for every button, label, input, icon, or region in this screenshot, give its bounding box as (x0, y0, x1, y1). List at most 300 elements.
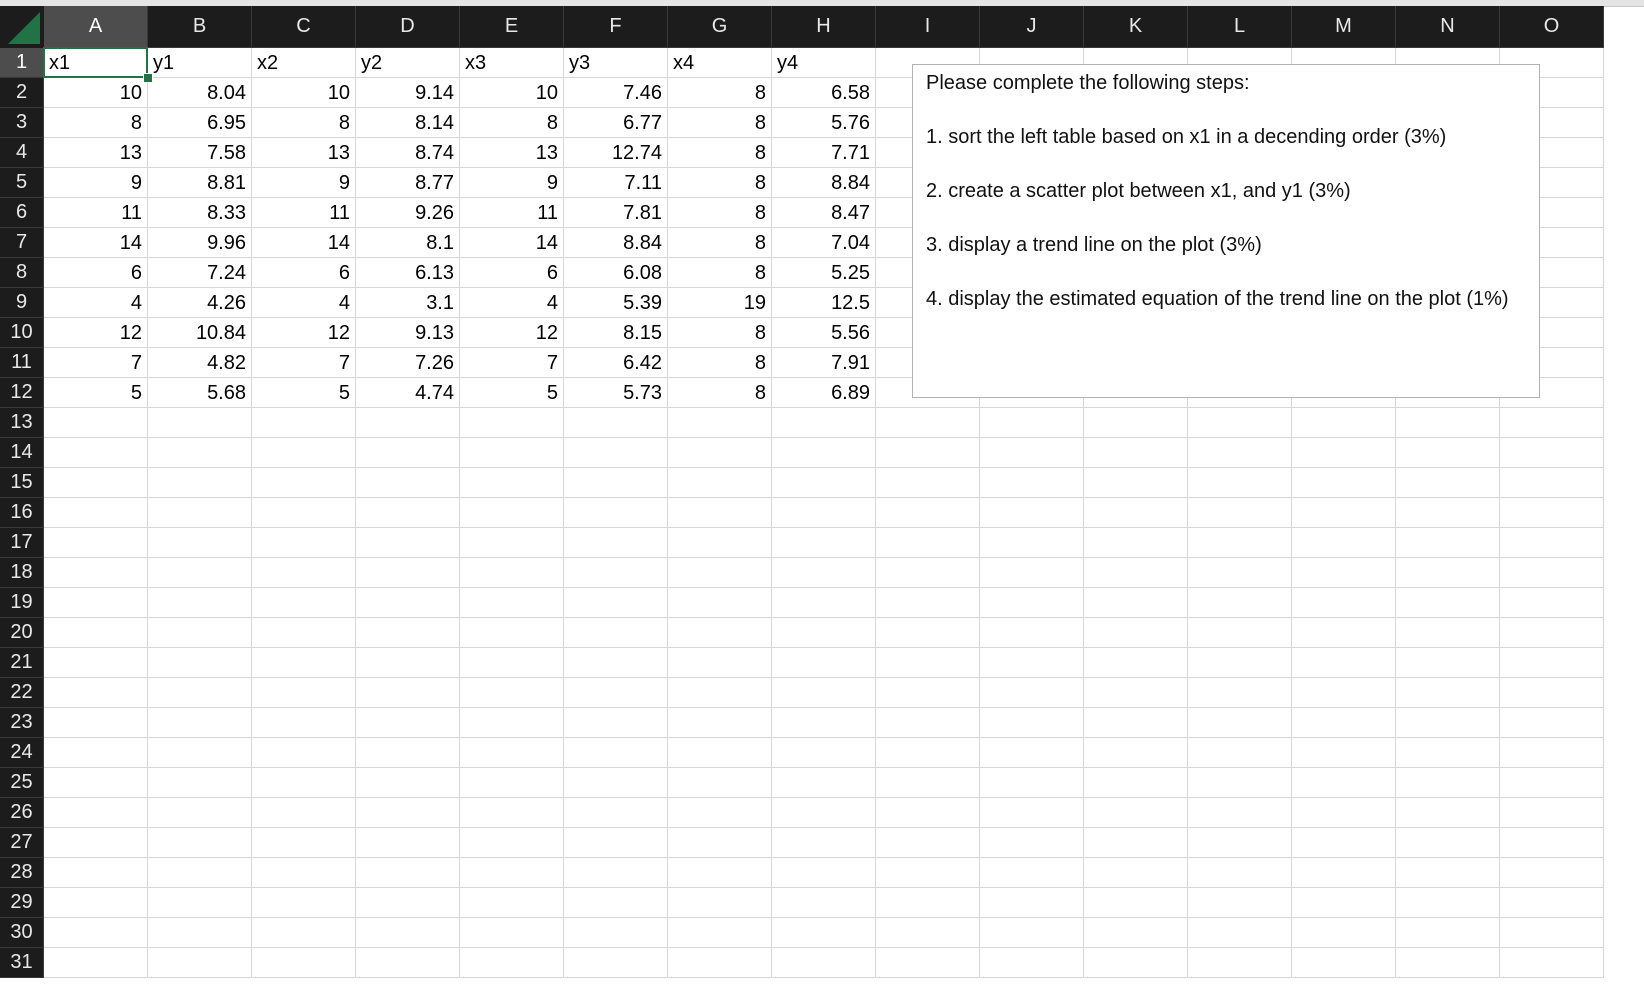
cell-n22[interactable] (1396, 678, 1500, 708)
cell-h27[interactable] (772, 828, 876, 858)
cell-e30[interactable] (460, 918, 564, 948)
cell-o25[interactable] (1500, 768, 1604, 798)
cell-c19[interactable] (252, 588, 356, 618)
cell-a28[interactable] (44, 858, 148, 888)
row-header-11[interactable]: 11 (0, 348, 44, 378)
cell-o20[interactable] (1500, 618, 1604, 648)
cell-o28[interactable] (1500, 858, 1604, 888)
cell-c25[interactable] (252, 768, 356, 798)
cell-k15[interactable] (1084, 468, 1188, 498)
cell-c1[interactable]: x2 (252, 48, 356, 78)
cell-c3[interactable]: 8 (252, 108, 356, 138)
cell-k17[interactable] (1084, 528, 1188, 558)
cell-c17[interactable] (252, 528, 356, 558)
cell-g25[interactable] (668, 768, 772, 798)
cell-d9[interactable]: 3.1 (356, 288, 460, 318)
cell-g20[interactable] (668, 618, 772, 648)
cell-a29[interactable] (44, 888, 148, 918)
cell-a7[interactable]: 14 (44, 228, 148, 258)
cell-a14[interactable] (44, 438, 148, 468)
cell-g23[interactable] (668, 708, 772, 738)
cell-i19[interactable] (876, 588, 980, 618)
cell-d7[interactable]: 8.1 (356, 228, 460, 258)
cell-e6[interactable]: 11 (460, 198, 564, 228)
cell-l16[interactable] (1188, 498, 1292, 528)
cell-d15[interactable] (356, 468, 460, 498)
cell-o21[interactable] (1500, 648, 1604, 678)
cell-b11[interactable]: 4.82 (148, 348, 252, 378)
cell-j26[interactable] (980, 798, 1084, 828)
cell-c10[interactable]: 12 (252, 318, 356, 348)
cell-g14[interactable] (668, 438, 772, 468)
cell-l25[interactable] (1188, 768, 1292, 798)
cell-g1[interactable]: x4 (668, 48, 772, 78)
cell-n27[interactable] (1396, 828, 1500, 858)
cell-d31[interactable] (356, 948, 460, 978)
cell-b31[interactable] (148, 948, 252, 978)
cell-e27[interactable] (460, 828, 564, 858)
cell-g18[interactable] (668, 558, 772, 588)
cell-e26[interactable] (460, 798, 564, 828)
row-header-26[interactable]: 26 (0, 798, 44, 828)
cell-o13[interactable] (1500, 408, 1604, 438)
cell-n17[interactable] (1396, 528, 1500, 558)
cell-b18[interactable] (148, 558, 252, 588)
cell-l29[interactable] (1188, 888, 1292, 918)
cell-j28[interactable] (980, 858, 1084, 888)
cell-e4[interactable]: 13 (460, 138, 564, 168)
row-header-16[interactable]: 16 (0, 498, 44, 528)
cell-c31[interactable] (252, 948, 356, 978)
cell-g2[interactable]: 8 (668, 78, 772, 108)
cell-n16[interactable] (1396, 498, 1500, 528)
cell-h18[interactable] (772, 558, 876, 588)
cell-f6[interactable]: 7.81 (564, 198, 668, 228)
cell-a5[interactable]: 9 (44, 168, 148, 198)
column-header-k[interactable]: K (1084, 6, 1188, 48)
cell-b2[interactable]: 8.04 (148, 78, 252, 108)
cell-j16[interactable] (980, 498, 1084, 528)
cell-a24[interactable] (44, 738, 148, 768)
cell-b29[interactable] (148, 888, 252, 918)
cell-n21[interactable] (1396, 648, 1500, 678)
cell-m20[interactable] (1292, 618, 1396, 648)
cell-a21[interactable] (44, 648, 148, 678)
cell-f17[interactable] (564, 528, 668, 558)
cell-d12[interactable]: 4.74 (356, 378, 460, 408)
cell-e18[interactable] (460, 558, 564, 588)
cell-m24[interactable] (1292, 738, 1396, 768)
column-header-n[interactable]: N (1396, 6, 1500, 48)
cell-i16[interactable] (876, 498, 980, 528)
cell-l15[interactable] (1188, 468, 1292, 498)
cell-n15[interactable] (1396, 468, 1500, 498)
cell-e25[interactable] (460, 768, 564, 798)
cell-c22[interactable] (252, 678, 356, 708)
cell-l14[interactable] (1188, 438, 1292, 468)
cell-c23[interactable] (252, 708, 356, 738)
cell-j14[interactable] (980, 438, 1084, 468)
cell-f21[interactable] (564, 648, 668, 678)
cell-k31[interactable] (1084, 948, 1188, 978)
cell-k22[interactable] (1084, 678, 1188, 708)
cell-f26[interactable] (564, 798, 668, 828)
column-header-f[interactable]: F (564, 6, 668, 48)
cell-c28[interactable] (252, 858, 356, 888)
cell-g8[interactable]: 8 (668, 258, 772, 288)
cell-i20[interactable] (876, 618, 980, 648)
cell-o31[interactable] (1500, 948, 1604, 978)
cell-n29[interactable] (1396, 888, 1500, 918)
column-header-o[interactable]: O (1500, 6, 1604, 48)
cell-m31[interactable] (1292, 948, 1396, 978)
cell-a23[interactable] (44, 708, 148, 738)
cell-e21[interactable] (460, 648, 564, 678)
cell-l18[interactable] (1188, 558, 1292, 588)
fill-handle[interactable] (143, 73, 153, 83)
cell-d2[interactable]: 9.14 (356, 78, 460, 108)
cell-b26[interactable] (148, 798, 252, 828)
cell-k14[interactable] (1084, 438, 1188, 468)
cell-a27[interactable] (44, 828, 148, 858)
cell-e3[interactable]: 8 (460, 108, 564, 138)
cell-g11[interactable]: 8 (668, 348, 772, 378)
cell-o23[interactable] (1500, 708, 1604, 738)
cell-b27[interactable] (148, 828, 252, 858)
cell-f7[interactable]: 8.84 (564, 228, 668, 258)
cell-e15[interactable] (460, 468, 564, 498)
cell-b3[interactable]: 6.95 (148, 108, 252, 138)
cell-f8[interactable]: 6.08 (564, 258, 668, 288)
cell-j24[interactable] (980, 738, 1084, 768)
cell-n23[interactable] (1396, 708, 1500, 738)
cell-f3[interactable]: 6.77 (564, 108, 668, 138)
cell-a30[interactable] (44, 918, 148, 948)
cell-j25[interactable] (980, 768, 1084, 798)
row-header-25[interactable]: 25 (0, 768, 44, 798)
cell-d16[interactable] (356, 498, 460, 528)
cell-f12[interactable]: 5.73 (564, 378, 668, 408)
cell-i31[interactable] (876, 948, 980, 978)
cell-b5[interactable]: 8.81 (148, 168, 252, 198)
row-header-21[interactable]: 21 (0, 648, 44, 678)
cell-b7[interactable]: 9.96 (148, 228, 252, 258)
cell-m16[interactable] (1292, 498, 1396, 528)
cell-d18[interactable] (356, 558, 460, 588)
cell-l26[interactable] (1188, 798, 1292, 828)
cell-m28[interactable] (1292, 858, 1396, 888)
cell-b1[interactable]: y1 (148, 48, 252, 78)
cell-j15[interactable] (980, 468, 1084, 498)
cell-a3[interactable]: 8 (44, 108, 148, 138)
row-header-6[interactable]: 6 (0, 198, 44, 228)
cell-f14[interactable] (564, 438, 668, 468)
cell-g21[interactable] (668, 648, 772, 678)
cell-a20[interactable] (44, 618, 148, 648)
cell-d3[interactable]: 8.14 (356, 108, 460, 138)
cell-h19[interactable] (772, 588, 876, 618)
cell-g12[interactable]: 8 (668, 378, 772, 408)
cell-h28[interactable] (772, 858, 876, 888)
cell-b8[interactable]: 7.24 (148, 258, 252, 288)
cell-f28[interactable] (564, 858, 668, 888)
cell-g27[interactable] (668, 828, 772, 858)
cell-j18[interactable] (980, 558, 1084, 588)
cell-h20[interactable] (772, 618, 876, 648)
cell-a9[interactable]: 4 (44, 288, 148, 318)
cell-b10[interactable]: 10.84 (148, 318, 252, 348)
cell-h1[interactable]: y4 (772, 48, 876, 78)
cell-d22[interactable] (356, 678, 460, 708)
cell-i23[interactable] (876, 708, 980, 738)
cell-k20[interactable] (1084, 618, 1188, 648)
row-header-17[interactable]: 17 (0, 528, 44, 558)
cell-g3[interactable]: 8 (668, 108, 772, 138)
cell-i14[interactable] (876, 438, 980, 468)
cell-b25[interactable] (148, 768, 252, 798)
cell-h22[interactable] (772, 678, 876, 708)
cell-h6[interactable]: 8.47 (772, 198, 876, 228)
cell-c5[interactable]: 9 (252, 168, 356, 198)
cell-c21[interactable] (252, 648, 356, 678)
cell-a10[interactable]: 12 (44, 318, 148, 348)
cell-f20[interactable] (564, 618, 668, 648)
cell-l17[interactable] (1188, 528, 1292, 558)
cell-h15[interactable] (772, 468, 876, 498)
cell-o15[interactable] (1500, 468, 1604, 498)
cell-o26[interactable] (1500, 798, 1604, 828)
cell-g24[interactable] (668, 738, 772, 768)
cell-f1[interactable]: y3 (564, 48, 668, 78)
row-header-24[interactable]: 24 (0, 738, 44, 768)
cell-j31[interactable] (980, 948, 1084, 978)
cell-i13[interactable] (876, 408, 980, 438)
cell-l20[interactable] (1188, 618, 1292, 648)
cell-d25[interactable] (356, 768, 460, 798)
cell-a19[interactable] (44, 588, 148, 618)
cell-g5[interactable]: 8 (668, 168, 772, 198)
cell-h21[interactable] (772, 648, 876, 678)
cell-d6[interactable]: 9.26 (356, 198, 460, 228)
cell-m14[interactable] (1292, 438, 1396, 468)
cell-n19[interactable] (1396, 588, 1500, 618)
cell-k21[interactable] (1084, 648, 1188, 678)
cell-a18[interactable] (44, 558, 148, 588)
row-header-29[interactable]: 29 (0, 888, 44, 918)
cell-e11[interactable]: 7 (460, 348, 564, 378)
cell-o29[interactable] (1500, 888, 1604, 918)
cell-e17[interactable] (460, 528, 564, 558)
cell-c27[interactable] (252, 828, 356, 858)
row-header-2[interactable]: 2 (0, 78, 44, 108)
cell-g22[interactable] (668, 678, 772, 708)
cell-j21[interactable] (980, 648, 1084, 678)
cell-d21[interactable] (356, 648, 460, 678)
cell-b14[interactable] (148, 438, 252, 468)
cell-h8[interactable]: 5.25 (772, 258, 876, 288)
cell-a31[interactable] (44, 948, 148, 978)
cell-n31[interactable] (1396, 948, 1500, 978)
cell-e10[interactable]: 12 (460, 318, 564, 348)
cell-o24[interactable] (1500, 738, 1604, 768)
cell-c9[interactable]: 4 (252, 288, 356, 318)
row-header-15[interactable]: 15 (0, 468, 44, 498)
cell-j17[interactable] (980, 528, 1084, 558)
cell-n25[interactable] (1396, 768, 1500, 798)
cell-j30[interactable] (980, 918, 1084, 948)
cell-f9[interactable]: 5.39 (564, 288, 668, 318)
cell-i21[interactable] (876, 648, 980, 678)
cell-i15[interactable] (876, 468, 980, 498)
cell-k19[interactable] (1084, 588, 1188, 618)
cell-c15[interactable] (252, 468, 356, 498)
cell-b6[interactable]: 8.33 (148, 198, 252, 228)
cell-e22[interactable] (460, 678, 564, 708)
cell-h30[interactable] (772, 918, 876, 948)
cell-e1[interactable]: x3 (460, 48, 564, 78)
cell-f18[interactable] (564, 558, 668, 588)
cell-j19[interactable] (980, 588, 1084, 618)
cell-a17[interactable] (44, 528, 148, 558)
row-header-14[interactable]: 14 (0, 438, 44, 468)
cell-j27[interactable] (980, 828, 1084, 858)
cell-g28[interactable] (668, 858, 772, 888)
cell-c26[interactable] (252, 798, 356, 828)
cell-e24[interactable] (460, 738, 564, 768)
cell-b30[interactable] (148, 918, 252, 948)
cell-d28[interactable] (356, 858, 460, 888)
cell-a8[interactable]: 6 (44, 258, 148, 288)
cell-i29[interactable] (876, 888, 980, 918)
cell-h25[interactable] (772, 768, 876, 798)
cell-g17[interactable] (668, 528, 772, 558)
cell-h10[interactable]: 5.56 (772, 318, 876, 348)
cell-j29[interactable] (980, 888, 1084, 918)
cell-n13[interactable] (1396, 408, 1500, 438)
cell-m23[interactable] (1292, 708, 1396, 738)
cell-n30[interactable] (1396, 918, 1500, 948)
column-header-d[interactable]: D (356, 6, 460, 48)
column-header-e[interactable]: E (460, 6, 564, 48)
cell-m26[interactable] (1292, 798, 1396, 828)
cell-c4[interactable]: 13 (252, 138, 356, 168)
cell-o14[interactable] (1500, 438, 1604, 468)
cell-o18[interactable] (1500, 558, 1604, 588)
cell-i27[interactable] (876, 828, 980, 858)
cell-k27[interactable] (1084, 828, 1188, 858)
cell-d5[interactable]: 8.77 (356, 168, 460, 198)
column-header-b[interactable]: B (148, 6, 252, 48)
cell-h17[interactable] (772, 528, 876, 558)
cell-f29[interactable] (564, 888, 668, 918)
row-header-18[interactable]: 18 (0, 558, 44, 588)
cell-k30[interactable] (1084, 918, 1188, 948)
cell-o30[interactable] (1500, 918, 1604, 948)
cell-a12[interactable]: 5 (44, 378, 148, 408)
cell-k25[interactable] (1084, 768, 1188, 798)
cell-j22[interactable] (980, 678, 1084, 708)
cell-d19[interactable] (356, 588, 460, 618)
row-header-30[interactable]: 30 (0, 918, 44, 948)
cell-g13[interactable] (668, 408, 772, 438)
cell-b22[interactable] (148, 678, 252, 708)
cell-a11[interactable]: 7 (44, 348, 148, 378)
cell-b12[interactable]: 5.68 (148, 378, 252, 408)
cell-l31[interactable] (1188, 948, 1292, 978)
cell-b9[interactable]: 4.26 (148, 288, 252, 318)
cell-e28[interactable] (460, 858, 564, 888)
cell-h13[interactable] (772, 408, 876, 438)
cell-m17[interactable] (1292, 528, 1396, 558)
cell-d30[interactable] (356, 918, 460, 948)
cell-c30[interactable] (252, 918, 356, 948)
cell-e5[interactable]: 9 (460, 168, 564, 198)
cell-d14[interactable] (356, 438, 460, 468)
cell-k18[interactable] (1084, 558, 1188, 588)
cell-e7[interactable]: 14 (460, 228, 564, 258)
cell-b24[interactable] (148, 738, 252, 768)
cell-m27[interactable] (1292, 828, 1396, 858)
cell-l19[interactable] (1188, 588, 1292, 618)
cell-h9[interactable]: 12.5 (772, 288, 876, 318)
cell-m15[interactable] (1292, 468, 1396, 498)
cell-i28[interactable] (876, 858, 980, 888)
cell-n28[interactable] (1396, 858, 1500, 888)
cell-b23[interactable] (148, 708, 252, 738)
cell-j13[interactable] (980, 408, 1084, 438)
cell-e20[interactable] (460, 618, 564, 648)
cell-c20[interactable] (252, 618, 356, 648)
cell-b21[interactable] (148, 648, 252, 678)
cell-g15[interactable] (668, 468, 772, 498)
row-header-19[interactable]: 19 (0, 588, 44, 618)
cell-c16[interactable] (252, 498, 356, 528)
cell-m22[interactable] (1292, 678, 1396, 708)
cell-h31[interactable] (772, 948, 876, 978)
cell-o19[interactable] (1500, 588, 1604, 618)
cell-o27[interactable] (1500, 828, 1604, 858)
row-header-31[interactable]: 31 (0, 948, 44, 978)
cell-k13[interactable] (1084, 408, 1188, 438)
cell-a13[interactable] (44, 408, 148, 438)
cell-d27[interactable] (356, 828, 460, 858)
cell-c6[interactable]: 11 (252, 198, 356, 228)
cell-l27[interactable] (1188, 828, 1292, 858)
cell-d23[interactable] (356, 708, 460, 738)
cell-d17[interactable] (356, 528, 460, 558)
cell-m25[interactable] (1292, 768, 1396, 798)
cell-h4[interactable]: 7.71 (772, 138, 876, 168)
cell-d11[interactable]: 7.26 (356, 348, 460, 378)
cell-h26[interactable] (772, 798, 876, 828)
cell-m29[interactable] (1292, 888, 1396, 918)
cell-g29[interactable] (668, 888, 772, 918)
cell-n24[interactable] (1396, 738, 1500, 768)
cell-f24[interactable] (564, 738, 668, 768)
cell-e29[interactable] (460, 888, 564, 918)
cell-c18[interactable] (252, 558, 356, 588)
row-header-5[interactable]: 5 (0, 168, 44, 198)
cell-e12[interactable]: 5 (460, 378, 564, 408)
cell-m21[interactable] (1292, 648, 1396, 678)
column-header-j[interactable]: J (980, 6, 1084, 48)
instructions-textbox[interactable] (912, 64, 1540, 398)
cell-i18[interactable] (876, 558, 980, 588)
cell-a22[interactable] (44, 678, 148, 708)
cell-l30[interactable] (1188, 918, 1292, 948)
cell-l28[interactable] (1188, 858, 1292, 888)
cell-f13[interactable] (564, 408, 668, 438)
